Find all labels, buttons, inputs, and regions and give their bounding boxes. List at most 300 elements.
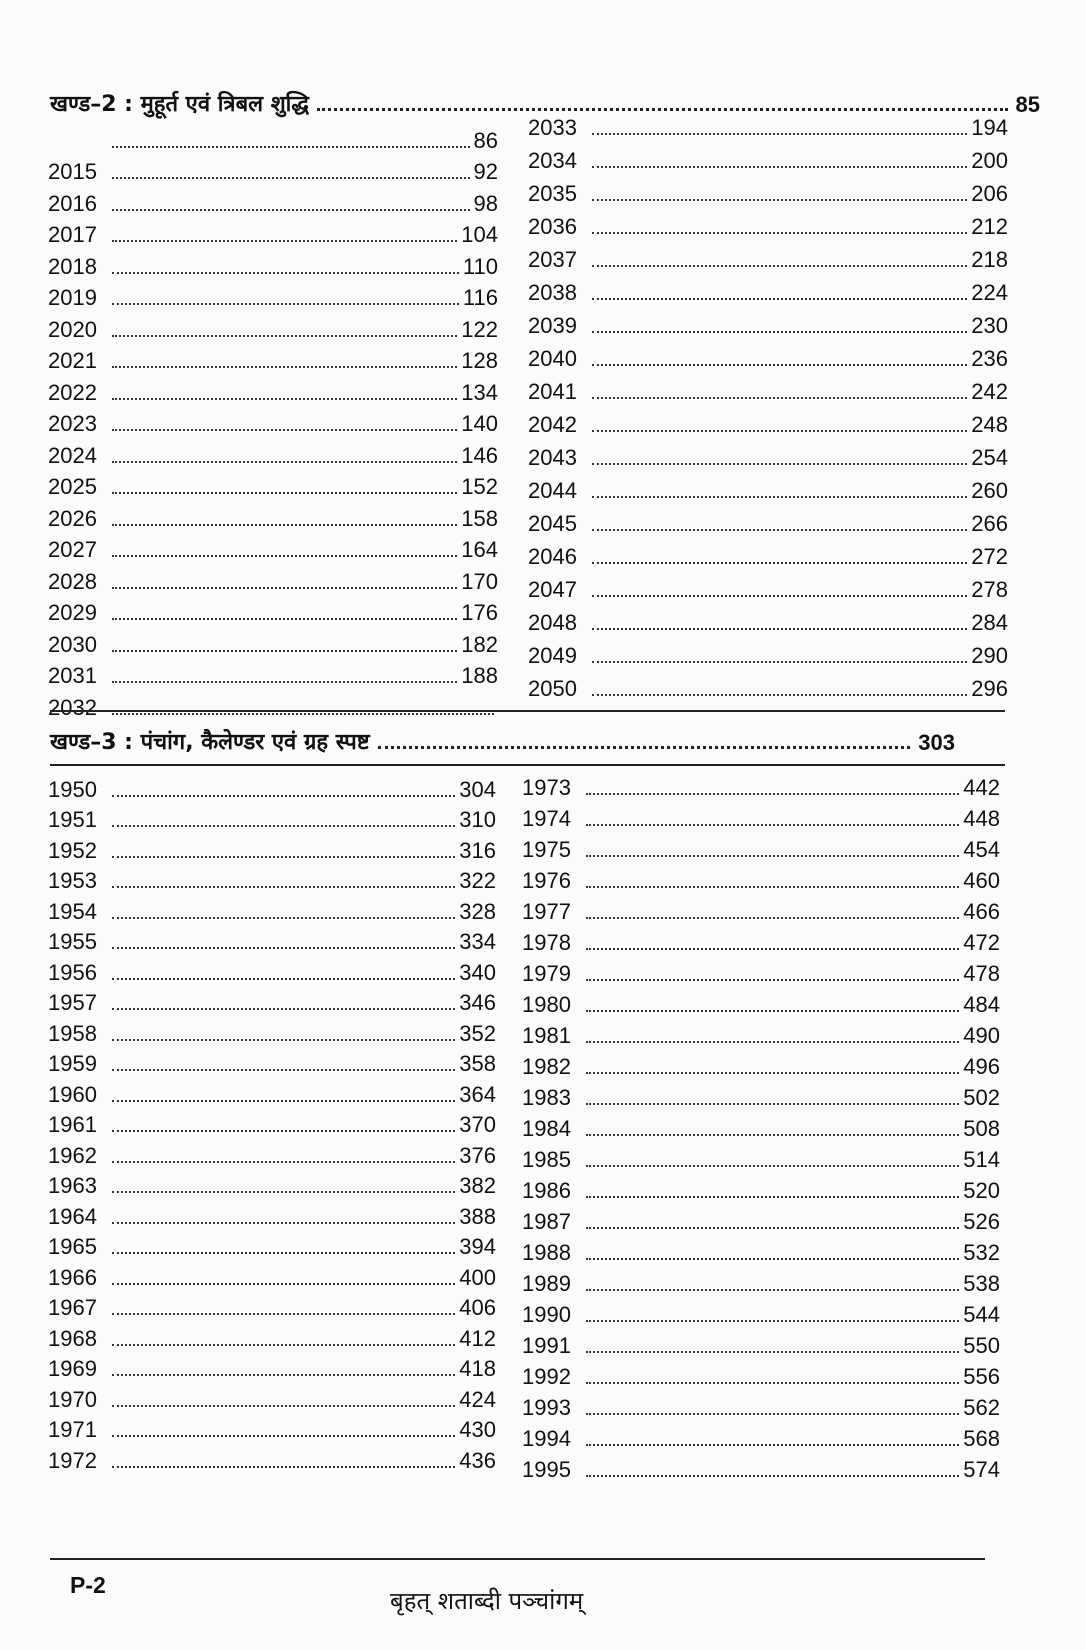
entry-year: 2018 [48,253,97,279]
toc-entry [48,1321,496,1352]
entry-page-number: 538 [963,1271,1000,1296]
leader-dots [592,166,967,168]
section-2-page-number: 85 [1015,92,1040,117]
entry-page-number: 110 [462,253,498,279]
leader-dots [586,1165,959,1167]
toc-entry [528,108,1008,141]
entry-page-number: 278 [971,577,1008,602]
leader-dots [112,209,470,211]
entry-year: 2042 [528,412,577,437]
leader-dots [112,429,457,431]
entry-page-number: 304 [459,776,496,802]
entry-year: 2047 [528,577,577,602]
entry-year: 2015 [48,159,97,184]
leader-dots [592,529,967,531]
toc-entry [528,636,1008,669]
entry-page-number: 376 [459,1142,496,1168]
entry-page-number: 556 [963,1364,1000,1389]
leader-dots [112,947,455,949]
leader-dots [112,1405,455,1407]
leader-dots [112,856,455,858]
toc-entry [522,1328,1000,1359]
entry-year: 1972 [48,1447,97,1473]
entry-year: 1995 [522,1457,571,1482]
toc-entry [528,504,1008,537]
toc-entry [48,280,498,312]
entry-year: 2035 [528,181,577,206]
entry-year: 1982 [522,1054,571,1079]
leader-dots [586,979,959,981]
entry-page-number: 128 [461,348,498,373]
entry-page-number: 406 [459,1295,496,1320]
section-3-right-column [522,770,1000,1483]
leader-dots [586,1382,959,1384]
entry-year: 2029 [48,600,97,625]
toc-entry [48,185,498,217]
leader-dots [592,661,967,663]
entry-page-number: 212 [971,214,1008,239]
entry-year: 1980 [522,992,571,1017]
entry-year: 1992 [522,1364,571,1389]
entry-page-number: 430 [459,1417,496,1442]
section-3-page-number: 303 [918,730,955,755]
entry-page-number: 328 [459,898,496,924]
toc-entry [48,1016,496,1047]
toc-entry [48,406,498,438]
entry-year: 1965 [48,1234,97,1259]
toc-entry [48,803,496,834]
entry-year: 1969 [48,1356,97,1381]
entry-page-number: 346 [459,990,496,1015]
toc-entry [48,1413,496,1444]
leader-dots [112,1374,455,1376]
toc-entry [48,1260,496,1291]
entry-year: 2027 [48,537,97,562]
toc-entry [528,273,1008,306]
leader-dots [112,1039,455,1041]
entry-page-number: 526 [963,1209,1000,1234]
toc-entry [522,1142,1000,1173]
toc-entry [48,626,498,658]
entry-year: 2019 [48,285,97,310]
leader-dots [592,562,967,564]
toc-entry [48,437,498,469]
toc-entry [522,1204,1000,1235]
toc-entry [48,1382,496,1413]
entry-page-number: 472 [963,930,1000,955]
leader-dots [586,1475,959,1477]
toc-entry [522,1173,1000,1204]
leader-dots [592,331,967,333]
entry-year: 1957 [48,990,97,1015]
leader-dots [592,694,967,696]
leader-dots [586,855,959,857]
toc-entry [48,343,498,375]
toc-entry [48,595,498,627]
entry-year: 1962 [48,1142,97,1168]
toc-entry [48,1199,496,1230]
leader-dots [112,398,457,400]
toc-entry [48,689,498,721]
toc-entry [522,987,1000,1018]
entry-page-number: 322 [459,868,496,893]
leader-dots [586,1289,959,1291]
toc-entry [48,374,498,406]
leader-dots [586,1196,959,1198]
entry-page-number: 334 [459,929,496,954]
entry-year: 1952 [48,837,97,863]
entry-year: 2050 [528,676,577,701]
entry-year: 1989 [522,1271,571,1296]
entry-year: 1953 [48,868,97,893]
entry-year: 1966 [48,1264,97,1290]
entry-page-number: 454 [963,837,1000,862]
entry-year: 2048 [528,610,577,635]
entry-page-number: 176 [461,600,498,625]
entry-year: 2026 [48,505,97,531]
entry-year: 2039 [528,313,577,338]
entry-year: 1978 [522,930,571,955]
entry-year: 2030 [48,631,97,657]
entry-page-number: 260 [971,478,1008,503]
toc-entry [48,1108,496,1139]
leader-dots [112,618,457,620]
leader-dots [112,978,455,980]
entry-page-number: 218 [971,247,1008,272]
leader-dots [112,335,457,337]
entry-year: 1975 [522,837,571,862]
toc-entry [48,772,496,803]
entry-year: 2032 [48,694,97,720]
leader-dots [112,1313,455,1315]
toc-entry [522,925,1000,956]
toc-entry [48,532,498,564]
entry-year: 2028 [48,568,97,594]
entry-page-number: 272 [971,544,1008,569]
leader-dots [586,1041,959,1043]
entry-year: 1979 [522,961,571,986]
entry-year: 2043 [528,445,577,470]
entry-page-number: 248 [971,412,1008,437]
entry-page-number: 164 [461,537,498,562]
entry-page-number: 502 [963,1085,1000,1110]
entry-page-number: 514 [963,1147,1000,1172]
entry-year: 2017 [48,222,97,247]
toc-entry [528,141,1008,174]
leader-dots [112,917,455,919]
entry-year: 2037 [528,247,577,272]
entry-year: 1970 [48,1386,97,1412]
leader-dots [112,886,455,888]
leader-dots [112,1283,455,1285]
leader-dots [112,825,455,827]
leader-dots [112,1100,455,1102]
leader-dots [112,303,459,305]
entry-year: 2038 [528,280,577,305]
toc-entry [48,563,498,595]
leader-dots [112,1435,455,1437]
entry-page-number: 86 [473,127,498,153]
leader-dots [586,1258,959,1260]
entry-page-number: 146 [461,442,498,468]
entry-page-number: 188 [461,663,498,688]
entry-year: 1963 [48,1173,97,1198]
entry-page-number: 284 [971,610,1008,635]
entry-year: 1984 [522,1116,571,1141]
entry-page-number: 296 [971,676,1008,701]
entry-page-number: 418 [459,1356,496,1381]
entry-page-number: 352 [459,1020,496,1046]
toc-entry [528,537,1008,570]
entry-year: 1990 [522,1302,571,1327]
entry-year: 2020 [48,316,97,342]
entry-year: 1983 [522,1085,571,1110]
entry-page-number: 266 [971,511,1008,536]
leader-dots [112,1130,455,1132]
leader-dots [592,628,967,630]
entry-year: 1968 [48,1325,97,1351]
section-2-right-column [528,108,1008,702]
entry-year: 2044 [528,478,577,503]
entry-page-number: 388 [459,1203,496,1229]
entry-year: 2022 [48,379,97,405]
toc-entry [48,248,498,280]
entry-page-number: 544 [963,1302,1000,1327]
leader-dots [112,366,457,368]
entry-year: 1993 [522,1395,571,1420]
toc-entry [522,1359,1000,1390]
toc-entry [528,471,1008,504]
entry-page-number: 508 [963,1116,1000,1141]
entry-year: 1976 [522,868,571,893]
toc-entry [528,603,1008,636]
entry-page-number: 122 [461,316,498,342]
leader-dots [586,1010,959,1012]
entry-page-number: 484 [963,992,1000,1017]
entry-year: 2045 [528,511,577,536]
entry-page-number: 400 [459,1264,496,1290]
entry-page-number: 460 [963,868,1000,893]
toc-entry [528,240,1008,273]
leader-dots [586,1351,959,1353]
section-3-left-column [48,772,496,1474]
entry-year: 1988 [522,1240,571,1265]
leader-dots [592,595,967,597]
entry-year: 1987 [522,1209,571,1234]
toc-entry [522,1111,1000,1142]
leader-dots [592,265,967,267]
entry-page-number: 448 [963,806,1000,831]
section-2-title: खण्ड–2 : मुहूर्त एवं त्रिबल शुद्धि [50,92,309,117]
footer-rule [50,1558,985,1560]
toc-entry [48,1352,496,1383]
leader-dots [112,1222,455,1224]
entry-year: 1981 [522,1023,571,1048]
toc-entry [522,832,1000,863]
toc-entry [48,1230,496,1261]
leader-dots [112,492,457,494]
leader-dots [378,746,911,749]
toc-entry [528,669,1008,702]
leader-dots [112,177,470,179]
leader-dots [592,232,967,234]
entry-page-number: 206 [971,181,1008,206]
leader-dots [112,713,494,715]
toc-entry [522,1018,1000,1049]
leader-dots [592,430,967,432]
leader-dots [112,650,457,652]
leader-dots [112,1161,455,1163]
leader-dots [586,824,959,826]
leader-dots [592,133,967,135]
entry-page-number: 194 [971,115,1008,140]
entry-year: 1951 [48,807,97,832]
section-divider [50,764,1005,766]
section-3-title: खण्ड–3 : पंचांग, कैलेण्डर एवं ग्रह स्पष्ट [50,730,370,755]
entry-year: 2025 [48,474,97,499]
entry-page-number: 574 [963,1457,1000,1482]
entry-year: 2034 [528,148,577,173]
entry-year: 1986 [522,1178,571,1203]
toc-entry [48,925,496,956]
entry-year: 1994 [522,1426,571,1451]
toc-entry [528,372,1008,405]
toc-entry [522,1235,1000,1266]
leader-dots [586,1072,959,1074]
entry-page-number: 152 [461,474,498,499]
toc-entry [528,207,1008,240]
entry-page-number: 140 [461,411,498,436]
entry-page-number: 478 [963,961,1000,986]
leader-dots [592,463,967,465]
entry-page-number: 340 [459,959,496,985]
leader-dots [112,272,459,274]
leader-dots [592,397,967,399]
toc-entry [48,1291,496,1322]
entry-page-number: 412 [459,1325,496,1351]
toc-entry [522,801,1000,832]
entry-page-number: 310 [459,807,496,832]
leader-dots [586,1413,959,1415]
entry-page-number: 532 [963,1240,1000,1265]
leader-dots [112,1069,455,1071]
leader-dots [112,587,457,589]
entry-page-number: 520 [963,1178,1000,1203]
toc-entry [528,570,1008,603]
entry-page-number: 370 [459,1112,496,1137]
leader-dots [586,948,959,950]
entry-year: 2016 [48,190,97,216]
toc-entry [522,956,1000,987]
entry-year: 2033 [528,115,577,140]
entry-year: 2024 [48,442,97,468]
entry-page-number: 568 [963,1426,1000,1451]
entry-year: 1971 [48,1417,97,1442]
entry-year: 2021 [48,348,97,373]
entry-year: 1955 [48,929,97,954]
toc-entry [528,405,1008,438]
entry-year: 2036 [528,214,577,239]
entry-page-number: 104 [461,222,498,247]
entry-year: 1964 [48,1203,97,1229]
entry-year: 2046 [528,544,577,569]
toc-entry [48,469,498,501]
entry-page-number: 92 [473,159,498,184]
leader-dots [112,1191,455,1193]
toc-entry [48,311,498,343]
entry-year: 1959 [48,1051,97,1076]
entry-page-number: 224 [971,280,1008,305]
leader-dots [112,240,457,242]
leader-dots [592,298,967,300]
entry-page-number: 158 [461,505,498,531]
section-2-left-column [48,122,498,721]
toc-entry [522,1080,1000,1111]
entry-page-number: 134 [461,379,498,405]
toc-entry [522,1452,1000,1483]
entry-page-number: 496 [963,1054,1000,1079]
entry-page-number: 382 [459,1173,496,1198]
toc-entry [522,1266,1000,1297]
leader-dots [112,555,457,557]
toc-entry [522,863,1000,894]
toc-entry [522,770,1000,801]
entry-year: 1967 [48,1295,97,1320]
entry-year: 1954 [48,898,97,924]
leader-dots [592,199,967,201]
leader-dots [586,886,959,888]
toc-entry [48,894,496,925]
leader-dots [586,1134,959,1136]
entry-page-number: 170 [461,568,498,594]
leader-dots [112,1252,455,1254]
leader-dots [586,1227,959,1229]
entry-page-number: 490 [963,1023,1000,1048]
toc-entry [522,1421,1000,1452]
toc-entry [48,122,498,154]
leader-dots [112,795,455,797]
entry-page-number: 550 [963,1333,1000,1358]
toc-entry [48,833,496,864]
toc-entry [48,1169,496,1200]
entry-year: 1960 [48,1081,97,1107]
leader-dots [112,1008,455,1010]
entry-year: 1977 [522,899,571,924]
entry-year: 1961 [48,1112,97,1137]
toc-entry [48,955,496,986]
toc-entry [48,1077,496,1108]
toc-entry [48,658,498,690]
toc-entry [48,1443,496,1474]
leader-dots [112,146,470,148]
toc-entry [48,154,498,186]
entry-year: 2040 [528,346,577,371]
leader-dots [586,1103,959,1105]
toc-entry [48,864,496,895]
toc-entry [528,306,1008,339]
toc-entry [522,1297,1000,1328]
entry-page-number: 242 [971,379,1008,404]
toc-entry [48,500,498,532]
entry-year: 1956 [48,959,97,985]
footer-book-title: बृहत् शताब्दी पञ्चांगम् [390,1587,584,1615]
toc-entry [48,217,498,249]
entry-page-number: 236 [971,346,1008,371]
entry-page-number: 316 [459,837,496,863]
leader-dots [586,793,959,795]
leader-dots [112,461,457,463]
entry-page-number: 364 [459,1081,496,1107]
